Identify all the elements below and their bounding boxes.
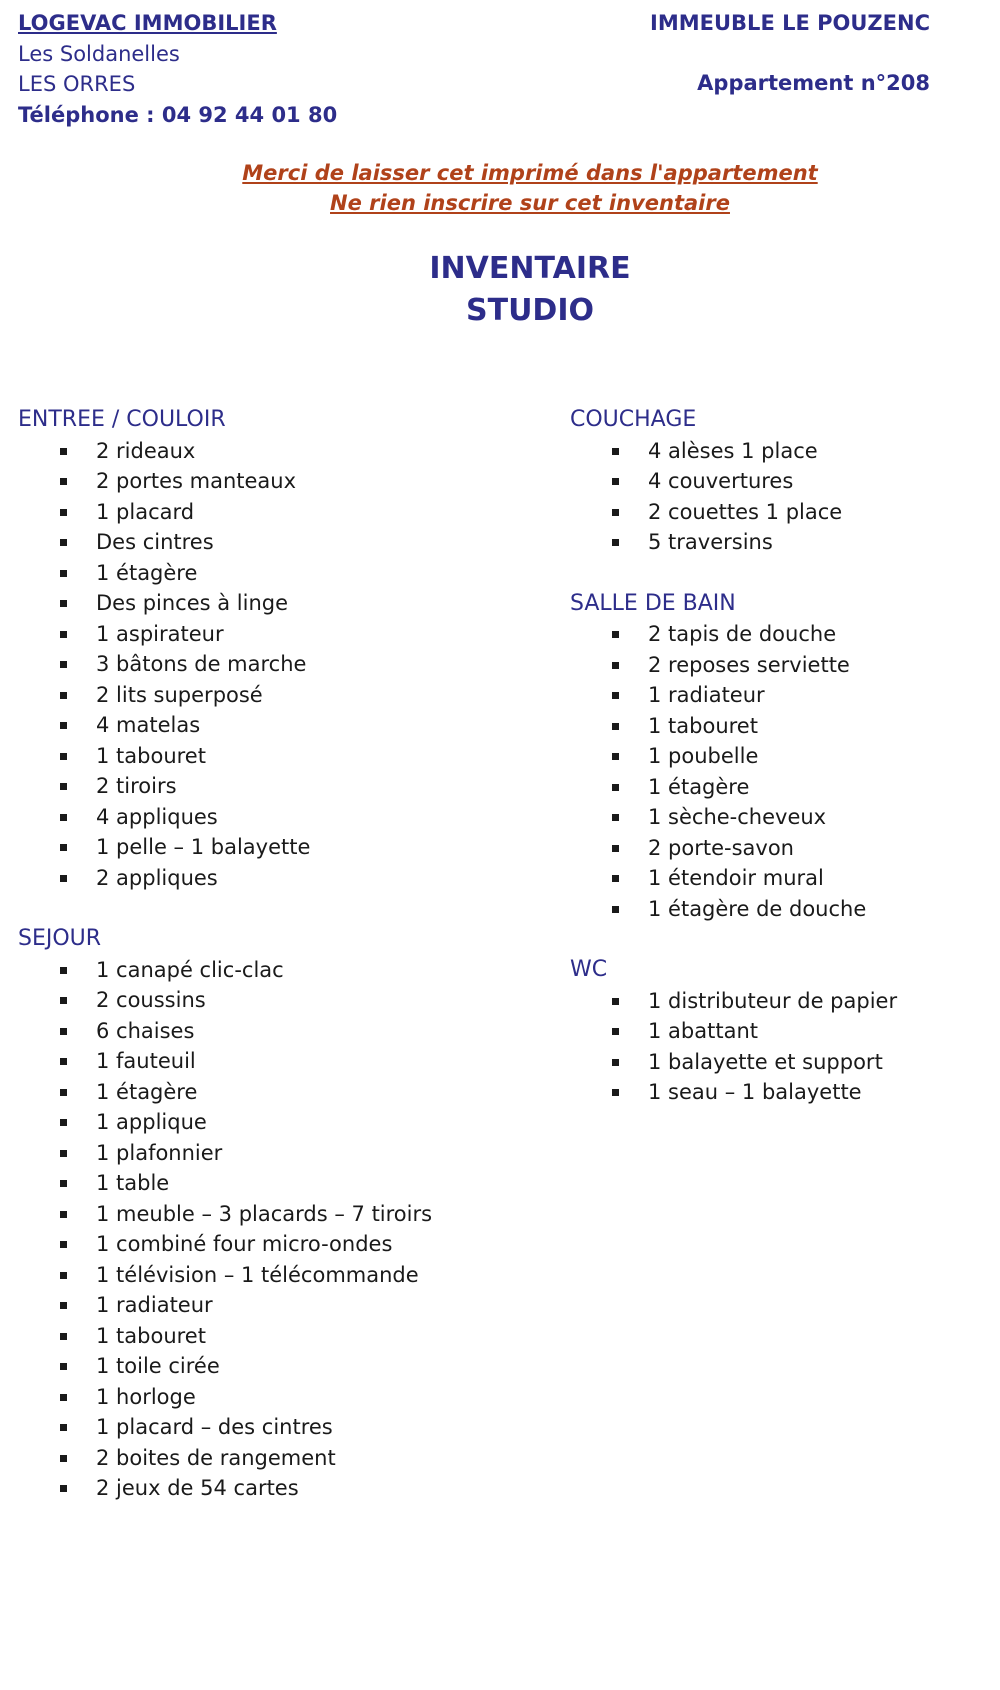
bullet-icon: [60, 1272, 67, 1279]
agency-phone: Téléphone : 04 92 44 01 80: [18, 102, 338, 127]
list-item-label: 1 pelle – 1 balayette: [96, 835, 311, 859]
list-item-label: 3 bâtons de marche: [96, 652, 307, 676]
list-item: [18, 985, 538, 1016]
list-item-label: 1 aspirateur: [96, 621, 224, 646]
building-name: IMMEUBLE LE POUZENC: [650, 11, 930, 35]
bullet-icon: [612, 906, 619, 913]
list-item-label: 2 tiroirs: [96, 774, 177, 798]
list-item-label: 1 tabouret: [96, 743, 206, 768]
list-item: [570, 802, 990, 833]
list-item-label: 1 canapé clic-clac: [96, 957, 284, 982]
items-couchage: [570, 436, 990, 558]
notice-line-2: Ne rien inscrire sur cet inventaire: [330, 191, 730, 215]
list-item-label: 2 appliques: [96, 865, 218, 890]
list-item: [570, 711, 990, 742]
list-item-label: 2 jeux de 54 cartes: [96, 1476, 299, 1500]
list-item-label: 1 abattant: [648, 1019, 758, 1043]
bullet-icon: [612, 998, 619, 1005]
bullet-icon: [612, 814, 619, 821]
list-item-label: 1 étagère: [648, 774, 750, 799]
list-item-label: 1 radiateur: [648, 683, 765, 707]
bullet-icon: [60, 1363, 67, 1370]
list-item-label: 1 plafonnier: [96, 1140, 223, 1165]
list-item-label: 1 poubelle: [648, 744, 759, 768]
bullet-icon: [60, 814, 67, 821]
list-item: [18, 741, 538, 772]
title-line-1: INVENTAIRE: [429, 251, 631, 286]
title-line-2: STUDIO: [466, 293, 594, 328]
list-item-label: 1 télévision – 1 télécommande: [96, 1262, 419, 1287]
section-title-entree: ENTREE / COULOIR: [18, 407, 226, 432]
list-item-label: Des cintres: [96, 530, 214, 554]
list-item: [570, 619, 990, 650]
bullet-icon: [60, 997, 67, 1004]
list-item: [570, 1047, 990, 1078]
agency-name: LOGEVAC IMMOBILIER: [18, 11, 277, 35]
list-item: [18, 1046, 538, 1077]
list-item: [570, 436, 990, 467]
list-item: [570, 466, 990, 497]
bullet-icon: [612, 448, 619, 455]
list-item: [570, 894, 990, 925]
list-item-label: 1 seau – 1 balayette: [648, 1080, 862, 1104]
list-item: [18, 1199, 538, 1230]
bullet-icon: [60, 509, 67, 516]
bullet-icon: [60, 844, 67, 851]
list-item: [18, 1290, 538, 1321]
list-item-label: 2 portes manteaux: [96, 469, 297, 493]
list-item: [18, 619, 538, 650]
bullet-icon: [612, 478, 619, 485]
list-item-label: 1 étendoir mural: [648, 866, 824, 890]
bullet-icon: [60, 600, 67, 607]
list-item-label: Des pinces à linge: [96, 591, 289, 615]
list-item-label: 1 applique: [96, 1110, 207, 1134]
list-item-label: 1 placard – des cintres: [96, 1415, 333, 1439]
section-title-sejour: SEJOUR: [18, 926, 102, 951]
list-item: [18, 1351, 538, 1382]
agency-residence: Les Soldanelles: [18, 41, 180, 66]
notice-line-1: Merci de laisser cet imprimé dans l'appartement: [242, 161, 818, 185]
list-item: [18, 558, 538, 589]
list-item: [570, 680, 990, 711]
list-item: [18, 1412, 538, 1443]
bullet-icon: [60, 1485, 67, 1492]
list-item: [570, 497, 990, 528]
list-item-label: 4 alèses 1 place: [648, 438, 818, 463]
left-column: [18, 405, 538, 1504]
bullet-icon: [612, 845, 619, 852]
agency-town: LES ORRES: [18, 72, 136, 96]
items-wc: [570, 986, 990, 1108]
bullet-icon: [60, 570, 67, 577]
list-item-label: 1 étagère: [96, 560, 198, 585]
list-item-label: 1 toile cirée: [96, 1354, 220, 1378]
list-item: [18, 436, 538, 467]
bullet-icon: [60, 1150, 67, 1157]
bullet-icon: [60, 1424, 67, 1431]
bullet-icon: [612, 1028, 619, 1035]
list-item: [570, 527, 990, 558]
list-item: [18, 1443, 538, 1474]
bullet-icon: [60, 539, 67, 546]
bullet-icon: [612, 631, 619, 638]
section-salle-de-bain: [570, 589, 990, 925]
list-item-label: 2 tapis de douche: [648, 622, 837, 646]
list-item: [18, 1382, 538, 1413]
section-sejour: [18, 924, 538, 1504]
agency-block: [18, 8, 337, 130]
list-item: [18, 1168, 538, 1199]
bullet-icon: [60, 1302, 67, 1309]
list-item: [570, 1077, 990, 1108]
apartment-number: Appartement n°208: [697, 71, 930, 95]
bullet-icon: [612, 875, 619, 882]
list-item: [570, 650, 990, 681]
list-item: [18, 832, 538, 863]
list-item: [18, 955, 538, 986]
bullet-icon: [60, 1058, 67, 1065]
bullet-icon: [60, 1241, 67, 1248]
list-item-label: 1 placard: [96, 499, 195, 524]
bullet-icon: [612, 662, 619, 669]
list-item-label: 1 horloge: [96, 1384, 196, 1409]
list-item-label: 1 tabouret: [648, 713, 758, 738]
list-item: [18, 802, 538, 833]
list-item: [18, 1107, 538, 1138]
list-item: [570, 863, 990, 894]
list-item-label: 1 sèche-cheveux: [648, 805, 827, 829]
list-item-label: 2 reposes serviette: [648, 652, 850, 677]
bullet-icon: [612, 723, 619, 730]
list-item: [18, 1077, 538, 1108]
section-title-wc: WC: [570, 957, 608, 982]
list-item-label: 2 porte-savon: [648, 835, 794, 860]
bullet-icon: [612, 1089, 619, 1096]
list-item-label: 6 chaises: [96, 1018, 195, 1043]
bullet-icon: [612, 509, 619, 516]
list-item: [18, 863, 538, 894]
list-item-label: 2 boites de rangement: [96, 1445, 336, 1470]
list-item-label: 4 matelas: [96, 713, 201, 737]
list-item: [570, 986, 990, 1017]
section-title-salle-de-bain: SALLE DE BAIN: [570, 590, 736, 616]
list-item-label: 4 couvertures: [648, 469, 794, 493]
list-item: [18, 1138, 538, 1169]
bullet-icon: [60, 1180, 67, 1187]
bullet-icon: [60, 692, 67, 699]
list-item: [18, 1229, 538, 1260]
bullet-icon: [60, 967, 67, 974]
list-item: [18, 771, 538, 802]
page-title: [0, 248, 1000, 332]
bullet-icon: [60, 1211, 67, 1218]
list-item: [18, 1473, 538, 1504]
items-salle-de-bain: [570, 619, 990, 924]
list-item-label: 1 distributeur de papier: [648, 988, 898, 1013]
list-item: [18, 1260, 538, 1291]
list-item: [18, 527, 538, 558]
list-item: [18, 497, 538, 528]
list-item: [18, 649, 538, 680]
bullet-icon: [60, 1455, 67, 1462]
list-item: [570, 833, 990, 864]
list-item: [18, 1016, 538, 1047]
items-sejour: [18, 955, 538, 1504]
bullet-icon: [612, 784, 619, 791]
bullet-icon: [60, 875, 67, 882]
bullet-icon: [60, 783, 67, 790]
list-item-label: 1 table: [96, 1171, 170, 1195]
list-item: [570, 772, 990, 803]
list-item: [18, 466, 538, 497]
bullet-icon: [60, 661, 67, 668]
list-item-label: 5 traversins: [648, 530, 773, 554]
list-item-label: 1 tabouret: [96, 1323, 206, 1348]
bullet-icon: [60, 753, 67, 760]
list-item-label: 2 coussins: [96, 988, 206, 1012]
section-entree: [18, 405, 538, 893]
list-item-label: 2 couettes 1 place: [648, 499, 843, 524]
list-item-label: 1 étagère de douche: [648, 896, 867, 921]
list-item-label: 2 lits superposé: [96, 682, 263, 707]
bullet-icon: [612, 692, 619, 699]
items-entree: [18, 436, 538, 894]
section-title-couchage: COUCHAGE: [570, 407, 697, 432]
section-couchage: [570, 405, 990, 558]
bullet-icon: [60, 722, 67, 729]
bullet-icon: [60, 1333, 67, 1340]
notice-block: [0, 158, 1000, 218]
list-item: [18, 588, 538, 619]
bullet-icon: [60, 631, 67, 638]
list-item-label: 1 étagère: [96, 1079, 198, 1104]
bullet-icon: [60, 1028, 67, 1035]
list-item-label: 4 appliques: [96, 804, 218, 829]
list-item-label: 1 meuble – 3 placards – 7 tiroirs: [96, 1201, 433, 1226]
bullet-icon: [60, 1089, 67, 1096]
bullet-icon: [60, 478, 67, 485]
list-item: [18, 710, 538, 741]
list-item-label: 1 radiateur: [96, 1293, 213, 1317]
list-item: [18, 680, 538, 711]
right-column: [570, 405, 990, 1108]
bullet-icon: [612, 539, 619, 546]
list-item: [18, 1321, 538, 1352]
list-item: [570, 741, 990, 772]
bullet-icon: [612, 753, 619, 760]
bullet-icon: [60, 448, 67, 455]
list-item-label: 1 fauteuil: [96, 1049, 196, 1073]
building-block: [610, 8, 930, 98]
bullet-icon: [60, 1119, 67, 1126]
bullet-icon: [612, 1059, 619, 1066]
list-item: [570, 1016, 990, 1047]
bullet-icon: [60, 1394, 67, 1401]
section-wc: [570, 955, 990, 1108]
list-item-label: 1 combiné four micro-ondes: [96, 1232, 393, 1256]
list-item-label: 2 rideaux: [96, 438, 196, 463]
list-item-label: 1 balayette et support: [648, 1049, 883, 1074]
